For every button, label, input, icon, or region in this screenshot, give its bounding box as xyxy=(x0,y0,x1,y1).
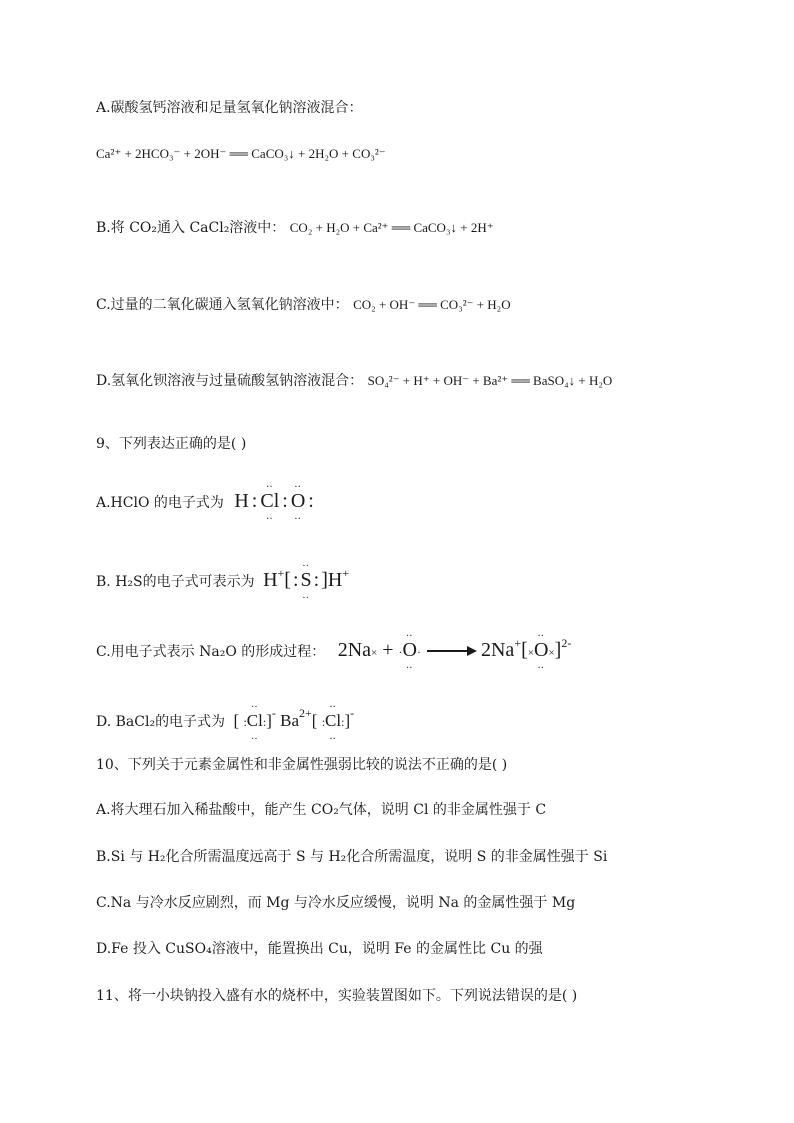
q9-option-c xyxy=(96,628,572,671)
q8-option-a-equation: Ca²⁺ + 2HCO₃⁻ + 2OH⁻ ══ CaCO₃↓ + 2H₂O + CO₃²⁻ xyxy=(96,146,386,161)
q11-stem: 11、将一小块钠投入盛有水的烧杯中，实验装置图如下。下列说法错误的是( ) xyxy=(96,988,578,1004)
q9-option-d-text: D. BaCl₂的电子式为 xyxy=(96,714,226,730)
q8-option-b-equation: CO₂ + H₂O + Ca²⁺ ══ CaCO₃↓ + 2H⁺ xyxy=(289,220,494,235)
bacl2-electron-formula: [ : ‥ Cl ‥ :]- $Ba^{2+}$[ : ‥ Cl ‥ :]- xyxy=(233,699,355,742)
hclo-electron-formula: H : ‥ Cl ‥ : ‥ O ‥ : xyxy=(234,479,314,522)
q9-option-a xyxy=(96,479,314,522)
q10-stem: 10、下列关于元素金属性和非金属性强弱比较的说法不正确的是( ) xyxy=(96,757,508,773)
q9-option-a-text: A.HClO 的电子式为 xyxy=(96,495,224,511)
q8-option-b xyxy=(96,218,494,238)
q8-option-d-text: D.氢氧化钡溶液与过量硫酸氢钠溶液混合： xyxy=(96,373,364,389)
q8-option-c xyxy=(96,295,511,315)
q10-option-d: D.Fe 投入 CuSO₄溶液中，能置换出 Cu，说明 Fe 的金属性比 Cu 的强 xyxy=(96,941,543,957)
q9-option-c-text: C.用电子式表示 Na₂O 的形成过程： xyxy=(96,644,326,660)
q8-option-c-equation: CO₂ + OH⁻ ══ CO₃²⁻ + H₂O xyxy=(353,297,511,312)
q10-option-c: C.Na 与冷水反应剧烈，而 Mg 与冷水反应缓慢，说明 Na 的金属性强于 Mg xyxy=(96,895,576,911)
q9-option-b xyxy=(96,558,350,601)
h2s-electron-formula: H+[ : ‥ S ‥ : ]H+ xyxy=(263,558,350,601)
q9-option-b-text: B. H₂S的电子式可表示为 xyxy=(96,574,255,590)
na2o-formation-process: 2Na× + · ‥ O ‥ · 2Na+[× ‥ O ‥ ×]$^{2-}$ xyxy=(337,628,572,671)
q8-option-a-text: A.碳酸氢钙溶液和足量氢氧化钠溶液混合： xyxy=(96,100,363,116)
q10-option-a: A.将大理石加入稀盐酸中，能产生 CO₂气体，说明 Cl 的非金属性强于 C xyxy=(96,802,547,818)
q8-option-d-equation: SO₄²⁻ + H⁺ + OH⁻ + Ba²⁺ ══ BaSO₄↓ + H₂O xyxy=(367,373,613,388)
reaction-arrow-icon xyxy=(427,650,475,652)
q8-option-d xyxy=(96,371,612,391)
q8-option-c-text: C.过量的二氧化碳通入氢氧化钠溶液中： xyxy=(96,297,349,313)
q9-option-d xyxy=(96,699,355,742)
q10-option-b: B.Si 与 H₂化合所需温度远高于 S 与 H₂化合所需温度，说明 S 的非金属性强于 Si xyxy=(96,849,608,865)
q8-option-b-text: B.将 CO₂通入 CaCl₂溶液中： xyxy=(96,220,286,236)
q9-stem: 9、下列表达正确的是( ) xyxy=(96,436,247,452)
